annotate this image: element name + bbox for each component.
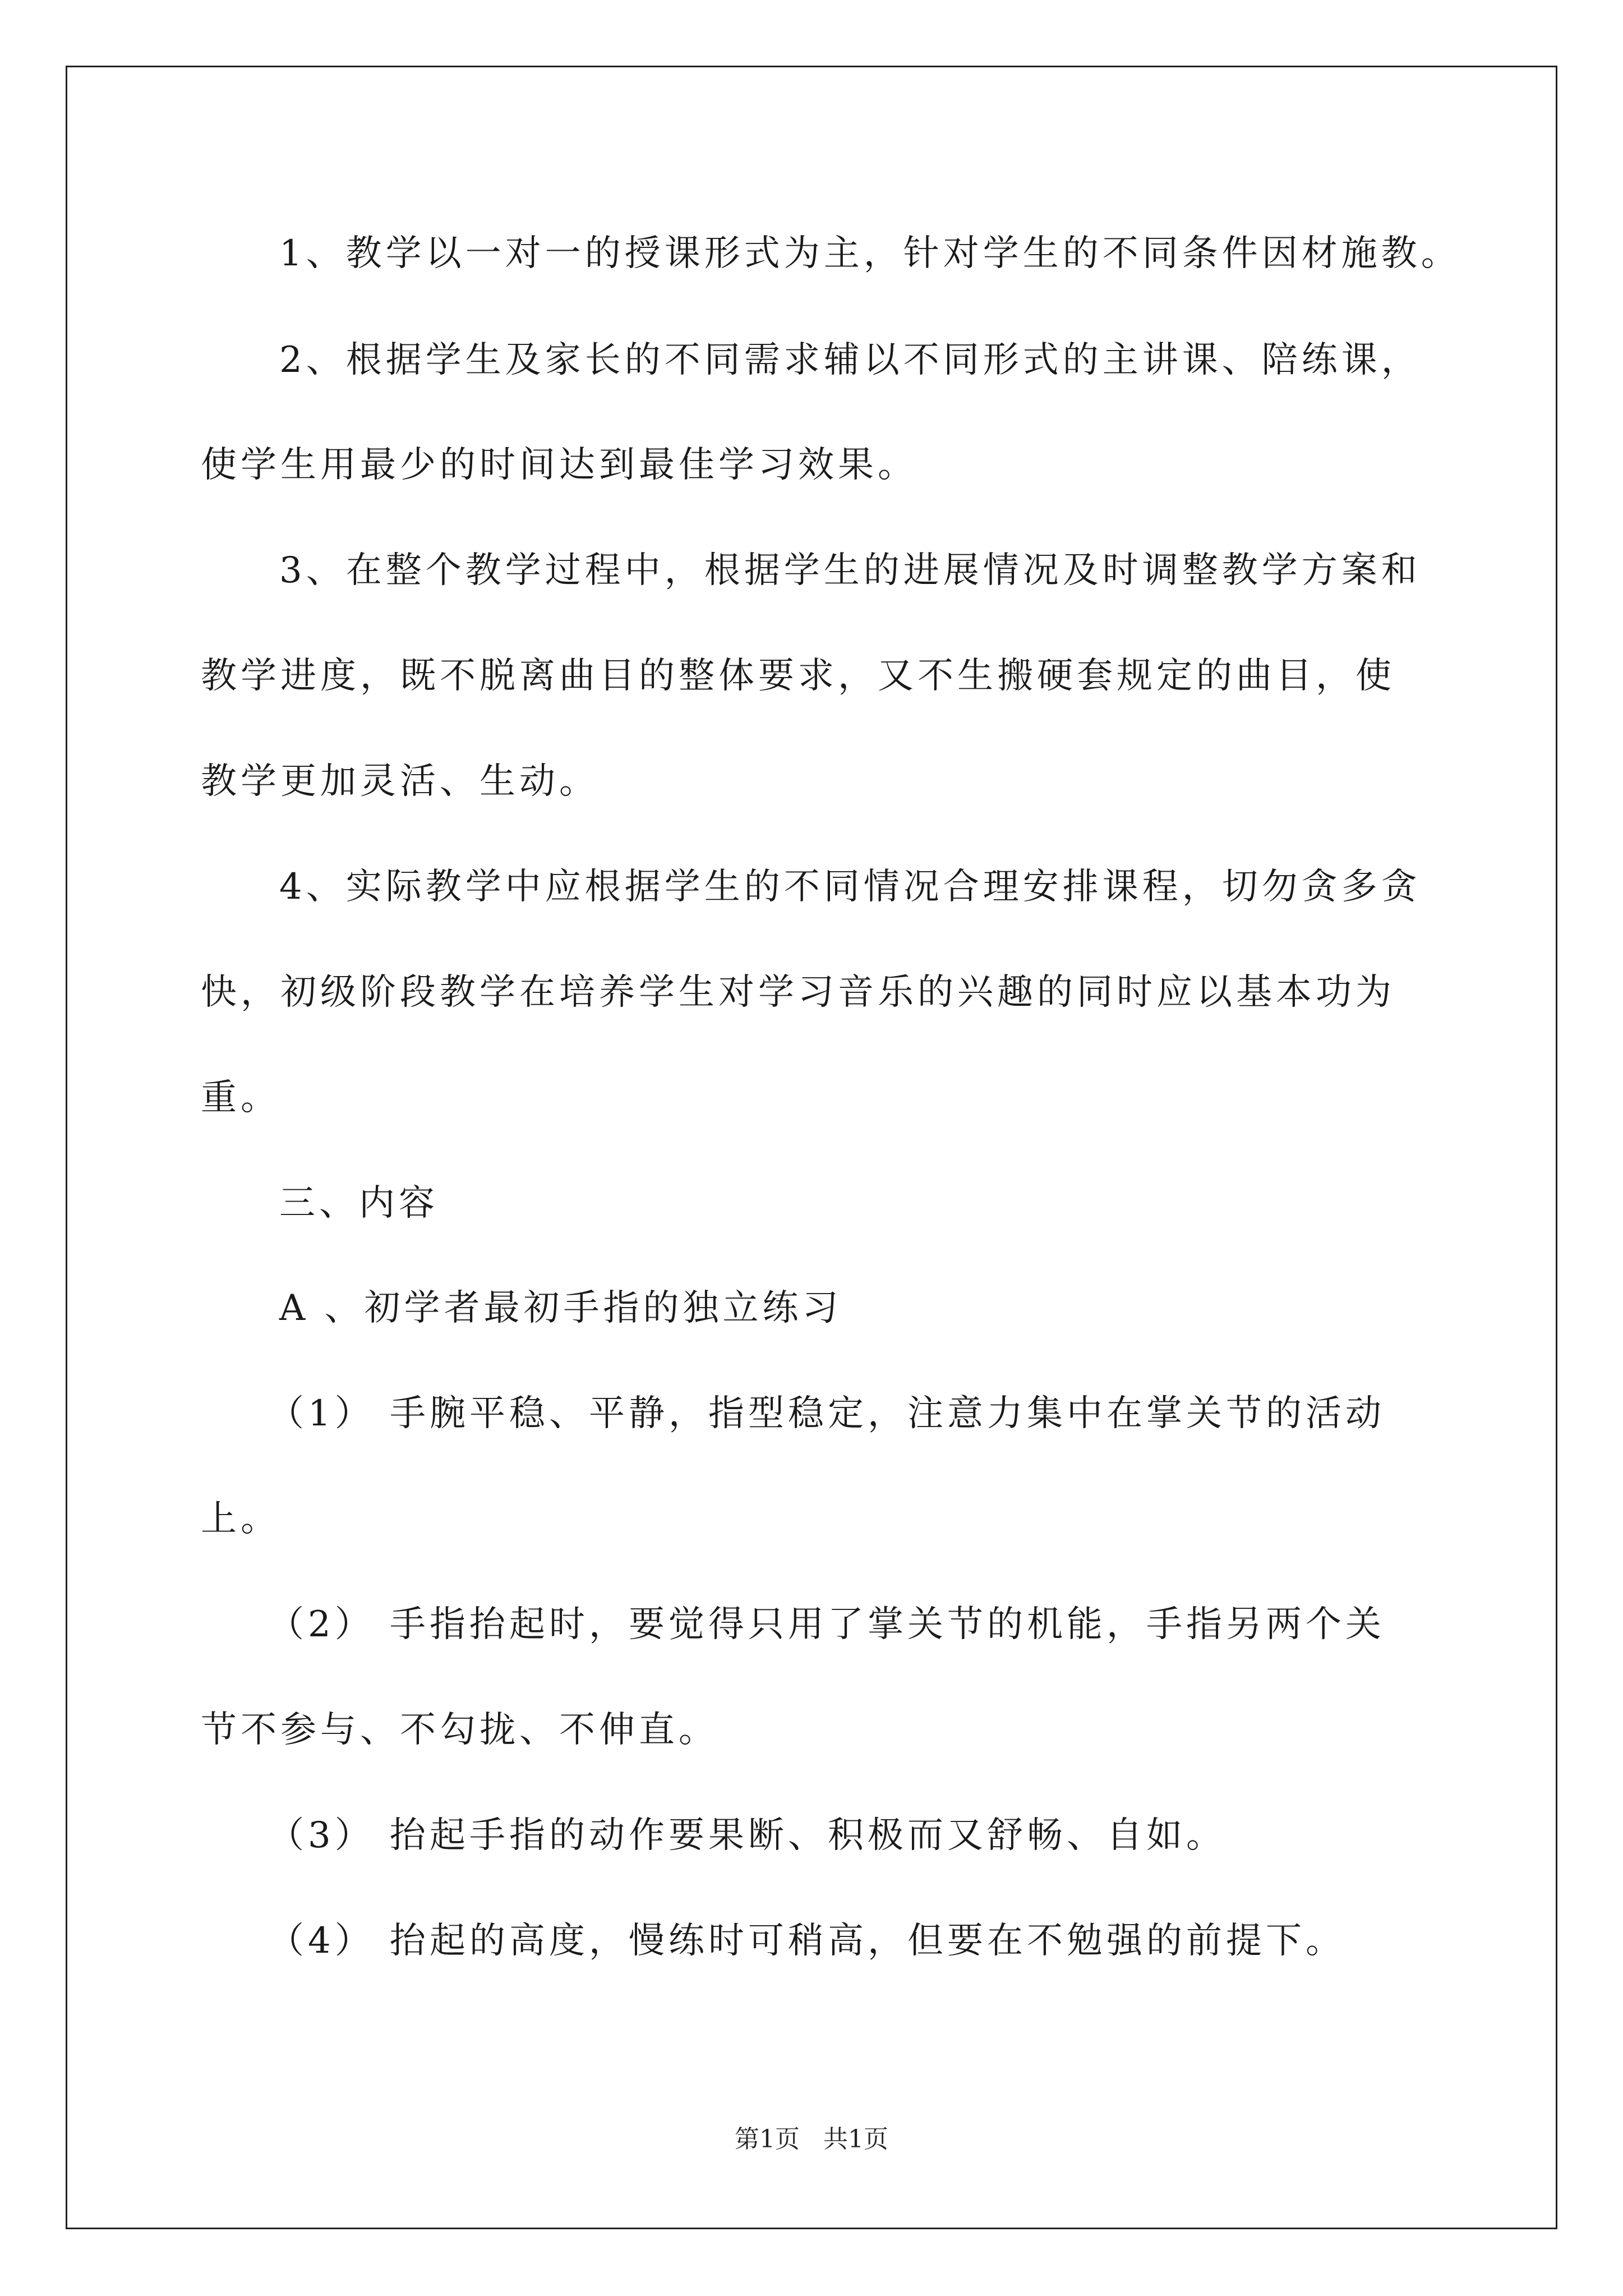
paragraph-2-line-2: 使学生用最少的时间达到最佳学习效果。 (201, 444, 917, 486)
subsection-heading: A 、初学者最初手指的独立练习 (279, 1287, 842, 1329)
paragraph-3-line-2: 教学进度，既不脱离曲目的整体要求，又不生搬硬套规定的曲目，使 (201, 655, 1395, 697)
paragraph-4-line-1: 4、实际教学中应根据学生的不同情况合理安排课程，切勿贪多贪 (279, 866, 1421, 908)
item-3-line-1: （3） 抬起手指的动作要果断、积极而又舒畅、自如。 (268, 1815, 1227, 1856)
section-heading: 三、内容 (279, 1182, 439, 1224)
paragraph-4-line-2: 快，初级阶段教学在培养学生对学习音乐的兴趣的同时应以基本功为 (201, 972, 1395, 1013)
item-2-line-1: （2） 手指抬起时，要觉得只用了掌关节的机能，手指另两个关 (268, 1604, 1386, 1645)
paragraph-4-line-3: 重。 (201, 1077, 280, 1119)
paragraph-3-line-3: 教学更加灵活、生动。 (201, 761, 599, 802)
item-2-line-2: 节不参与、不勾拢、不伸直。 (201, 1709, 718, 1751)
page-border (66, 66, 1557, 2229)
paragraph-1-line-1: 1、教学以一对一的授课形式为主，针对学生的不同条件因材施教。 (279, 233, 1461, 274)
page-footer (0, 2127, 1623, 2152)
item-4-line-1: （4） 抬起的高度，慢练时可稍高，但要在不勉强的前提下。 (268, 1920, 1346, 1962)
paragraph-3-line-1: 3、在整个教学过程中，根据学生的进展情况及时调整教学方案和 (279, 550, 1421, 591)
footer-page-total: 共1页 (823, 2125, 888, 2154)
paragraph-2-line-1: 2、根据学生及家长的不同需求辅以不同形式的主讲课、陪练课， (279, 339, 1421, 381)
footer-page-number: 第1页 (735, 2125, 800, 2154)
item-1-line-1: （1） 手腕平稳、平静，指型稳定，注意力集中在掌关节的活动 (268, 1393, 1386, 1434)
item-1-line-2: 上。 (201, 1498, 280, 1540)
